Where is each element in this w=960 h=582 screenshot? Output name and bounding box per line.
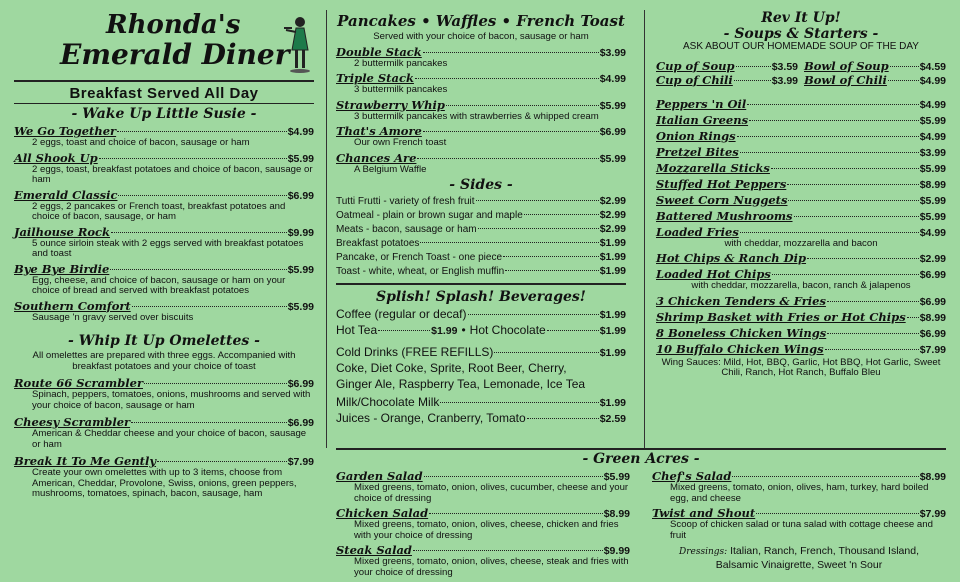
item-description: Mixed greens, tomato, onion, olives, cheese, steak and fries with your choice of dressing	[354, 556, 629, 578]
menu-item	[336, 543, 630, 578]
menu-item	[14, 188, 314, 223]
item-price: $5.99	[919, 114, 946, 127]
item-price: $8.99	[603, 508, 630, 520]
soup-of-day-note: ASK ABOUT OUR HOMEMADE SOUP OF THE DAY	[683, 41, 919, 52]
menu-item	[656, 209, 946, 223]
item-name: Cheesy Scrambler	[14, 415, 131, 429]
item-name: Hot Chips & Ranch Dip	[656, 251, 807, 265]
menu-item	[656, 145, 946, 159]
right-column	[656, 8, 946, 379]
item-price: $6.99	[287, 378, 314, 390]
menu-item	[14, 299, 314, 324]
item-name: Chances Are	[336, 150, 417, 165]
waitress-icon	[284, 14, 312, 74]
item-description: 3 buttermilk pancakes	[354, 84, 448, 95]
item-price: $3.99	[919, 146, 946, 159]
item-name: Double Stack	[336, 44, 422, 59]
item-description: Mixed greens, tomato, onion, olives, ham, turkey, hard boiled egg, and cheese	[670, 482, 929, 504]
item-price: $7.99	[287, 456, 314, 468]
item-price: $6.99	[919, 327, 946, 340]
menu-item	[656, 251, 946, 265]
item-name: Bye Bye Birdie	[14, 261, 110, 276]
item-price: $3.99	[599, 46, 626, 59]
item-price: $5.99	[919, 162, 946, 175]
menu-item	[336, 151, 626, 176]
item-price: $8.99	[919, 311, 946, 324]
menu-item	[656, 177, 946, 191]
item-description: Create your own omelettes with up to 3 items, choose from American, Cheddar, Provolone, Swiss, onions, green peppers, mushrooms, tomatoes, spinach, bacon, sausage, ham	[32, 467, 297, 499]
item-description: Mixed greens, tomato, onion, olives, cheese, chicken and fries with your choice of dressing	[354, 519, 619, 541]
menu-item	[336, 98, 626, 123]
menu-item	[14, 454, 314, 500]
bev-hot-drinks: Hot Tea $1.99 • Hot Chocolate $1.99	[336, 323, 627, 337]
item-name: Break It To Me Gently	[14, 454, 157, 468]
item-name: 8 Boneless Chicken Wings	[656, 325, 827, 340]
item-price: $8.99	[919, 471, 946, 483]
bev-coffee: Coffee (regular or decaf) $1.99	[336, 307, 626, 321]
side-item: Tutti Frutti - variety of fresh fruit $2.99	[336, 195, 626, 207]
green-acres-section	[336, 448, 946, 578]
menu-item	[14, 262, 314, 297]
rev-it-up-title: Rev It Up!	[761, 10, 841, 26]
item-name: Southern Comfort	[14, 298, 131, 313]
item-price: $5.99	[287, 263, 314, 276]
item-name: That's Amore	[336, 124, 422, 138]
item-price: $6.99	[599, 126, 626, 138]
item-name: Chicken Salad	[336, 506, 429, 520]
item-price: $5.99	[599, 99, 626, 112]
item-name: Peppers 'n Oil	[656, 96, 747, 111]
item-name: Route 66 Scrambler	[14, 376, 143, 390]
item-name: Onion Rings	[656, 128, 736, 143]
menu-item	[656, 294, 946, 308]
item-name: Loaded Fries	[656, 224, 739, 239]
menu-item	[656, 342, 946, 356]
cup-of-chili: Cup of Chili $3.99	[656, 72, 798, 87]
pancakes-subtitle: Served with your choice of bacon, sausage or ham	[373, 31, 589, 42]
item-name: Steak Salad	[336, 543, 412, 557]
item-description: A Belgium Waffle	[354, 163, 427, 175]
menu-item	[652, 506, 946, 541]
item-name: Battered Mushrooms	[656, 208, 793, 223]
item-description: with cheddar, mozzarella, bacon, ranch & jalapenos	[691, 280, 911, 291]
middle-column	[336, 8, 626, 425]
bowl-of-soup: Bowl of Soup $4.59	[804, 58, 946, 73]
side-item: Toast - white, wheat, or English muffin $1.99	[336, 265, 626, 277]
item-description: Spinach, peppers, tomatoes, onions, mushrooms and served with your choice of bacon, sausage or ham	[32, 389, 311, 411]
bowl-of-chili: Bowl of Chili $4.99	[804, 72, 946, 87]
wake-up-title: - Wake Up Little Susie -	[71, 106, 257, 122]
side-item: Breakfast potatoes $1.99	[336, 237, 626, 249]
menu-item	[656, 193, 946, 207]
menu-item	[336, 469, 630, 504]
bev-cold: Cold Drinks (FREE REFILLS) $1.99	[336, 345, 626, 359]
menu-item	[656, 225, 946, 250]
item-name: Loaded Hot Chips	[656, 267, 771, 281]
item-price: $6.99	[287, 189, 314, 202]
side-item: Oatmeal - plain or brown sugar and maple $2.99	[336, 209, 626, 221]
item-description: Our own French toast	[354, 137, 447, 148]
diner-logo	[14, 8, 314, 76]
menu-item	[14, 225, 314, 260]
column-divider	[326, 10, 327, 448]
logo-line2: Emerald Diner	[60, 38, 290, 71]
item-description: 3 buttermilk pancakes with strawberries & whipped cream	[354, 110, 599, 122]
menu-item	[656, 267, 946, 292]
item-name: Garden Salad	[336, 469, 423, 483]
menu-item	[656, 326, 946, 340]
item-price: $5.99	[919, 210, 946, 223]
item-name: 10 Buffalo Chicken Wings	[656, 341, 824, 356]
item-name: Jailhouse Rock	[14, 224, 111, 239]
omelettes-intro: All omelettes are prepared with three eggs. Accompanied with breakfast potatoes and your choice of toast	[32, 350, 296, 372]
item-name: Stuffed Hot Peppers	[656, 176, 787, 191]
menu-item	[14, 415, 314, 450]
item-description: American & Cheddar cheese and your choice of bacon, sausage or ham	[32, 428, 307, 450]
menu-item	[656, 129, 946, 143]
item-price: $7.99	[919, 343, 946, 356]
item-name: We Go Together	[14, 124, 117, 138]
item-price: $5.99	[287, 152, 314, 165]
dressings: Dressings: Italian, Ranch, French, Thousand Island, Balsamic Vinaigrette, Sweet 'n Sour	[678, 545, 919, 571]
side-item: Meats - bacon, sausage or ham $2.99	[336, 223, 626, 235]
breakfast-served-all-day: Breakfast Served All Day	[69, 85, 259, 102]
item-price: $5.99	[287, 300, 314, 313]
item-price: $5.99	[603, 471, 630, 483]
menu-item	[652, 469, 946, 504]
bev-cold-list2: Ginger Ale, Raspberry Tea, Lemonade, Ice Tea	[336, 377, 586, 391]
item-name: Chef's Salad	[652, 469, 732, 483]
item-price: $7.99	[919, 508, 946, 520]
item-description: with cheddar, mozzarella and bacon	[724, 237, 878, 249]
item-name: Mozzarella Sticks	[656, 160, 770, 175]
green-acres-title: - Green Acres -	[582, 451, 700, 467]
item-price: $4.99	[919, 98, 946, 111]
item-name: 3 Chicken Tenders & Fries	[656, 293, 826, 308]
item-price: $9.99	[603, 545, 630, 557]
pancakes-title: Pancakes • Waffles • French Toast	[337, 12, 625, 30]
menu-item	[656, 97, 946, 111]
bev-milk: Milk/Chocolate Milk $1.99	[336, 395, 626, 409]
item-price: $9.99	[287, 226, 314, 239]
item-price: $4.99	[599, 73, 626, 85]
menu-item	[336, 506, 630, 541]
menu-item	[14, 124, 314, 149]
item-name: Strawberry Whip	[336, 97, 445, 112]
item-description: 5 ounce sirloin steak with 2 eggs served with breakfast potatoes and toast	[32, 237, 304, 259]
cup-of-soup: Cup of Soup $3.59	[656, 58, 798, 73]
menu-item	[14, 376, 314, 411]
item-name: All Shook Up	[14, 150, 98, 165]
item-price: $5.99	[919, 194, 946, 207]
item-name: Italian Greens	[656, 112, 749, 127]
item-price: $4.99	[287, 126, 314, 138]
logo-line1: Rhonda's	[106, 10, 241, 40]
menu-item	[656, 113, 946, 127]
item-name: Emerald Classic	[14, 187, 118, 202]
item-price: $6.99	[919, 295, 946, 308]
item-name: Shrimp Basket with Fries or Hot Chips	[656, 309, 906, 324]
soups-title: - Soups & Starters -	[723, 26, 879, 42]
item-price: $4.99	[919, 226, 946, 239]
menu-item	[656, 310, 946, 324]
sides-title: - Sides -	[449, 177, 513, 193]
wing-sauces: Wing Sauces: Mild, Hot, BBQ, Garlic, Hot BBQ, Hot Garlic, Sweet Chili, Ranch, Hot Ranch, Buffalo Bleu	[661, 356, 941, 378]
bev-juices: Juices - Orange, Cranberry, Tomato $2.59	[336, 411, 626, 425]
item-name: Pretzel Bites	[656, 144, 739, 159]
item-name: Sweet Corn Nuggets	[656, 192, 788, 207]
menu-item	[336, 45, 626, 70]
item-price: $4.99	[919, 130, 946, 143]
item-description: Sausage 'n gravy served over biscuits	[32, 311, 194, 323]
item-description: 2 buttermilk pancakes	[354, 57, 448, 69]
item-price: $6.99	[287, 417, 314, 429]
menu-item	[336, 71, 626, 96]
item-description: Mixed greens, tomato, onion, olives, cucumber, cheese and your choice of dressing	[354, 482, 629, 504]
item-price: $2.99	[919, 253, 946, 265]
item-description: 2 eggs, toast, breakfast potatoes and choice of bacon, sausage or ham	[32, 163, 313, 185]
item-description: Scoop of chicken salad or tuna salad with cottage cheese and fruit	[670, 519, 933, 541]
beverages-title: Splish! Splash! Beverages!	[376, 289, 586, 305]
bev-cold-list1: Coke, Diet Coke, Sprite, Root Beer, Cherry,	[336, 361, 567, 375]
left-column	[14, 8, 314, 500]
side-item: Pancake, or French Toast - one piece $1.99	[336, 251, 626, 263]
item-price: $5.99	[599, 152, 626, 165]
column-divider	[644, 10, 645, 448]
menu-item	[336, 124, 626, 149]
item-description: 2 eggs, toast and choice of bacon, sausage or ham	[32, 137, 250, 148]
item-description: 2 eggs, 2 pancakes or French toast, breakfast potatoes and choice of bacon, sausage, or ham	[32, 200, 286, 222]
item-name: Triple Stack	[336, 71, 414, 85]
omelettes-title: - Whip It Up Omelettes -	[68, 333, 260, 349]
item-name: Twist and Shout	[652, 506, 756, 520]
item-description: Egg, cheese, and choice of bacon, sausage or ham on your choice of bread and served with breakfast potatoes	[32, 274, 286, 296]
menu-item	[14, 151, 314, 186]
menu-item	[656, 161, 946, 175]
item-price: $6.99	[919, 269, 946, 281]
item-price: $8.99	[919, 178, 946, 191]
